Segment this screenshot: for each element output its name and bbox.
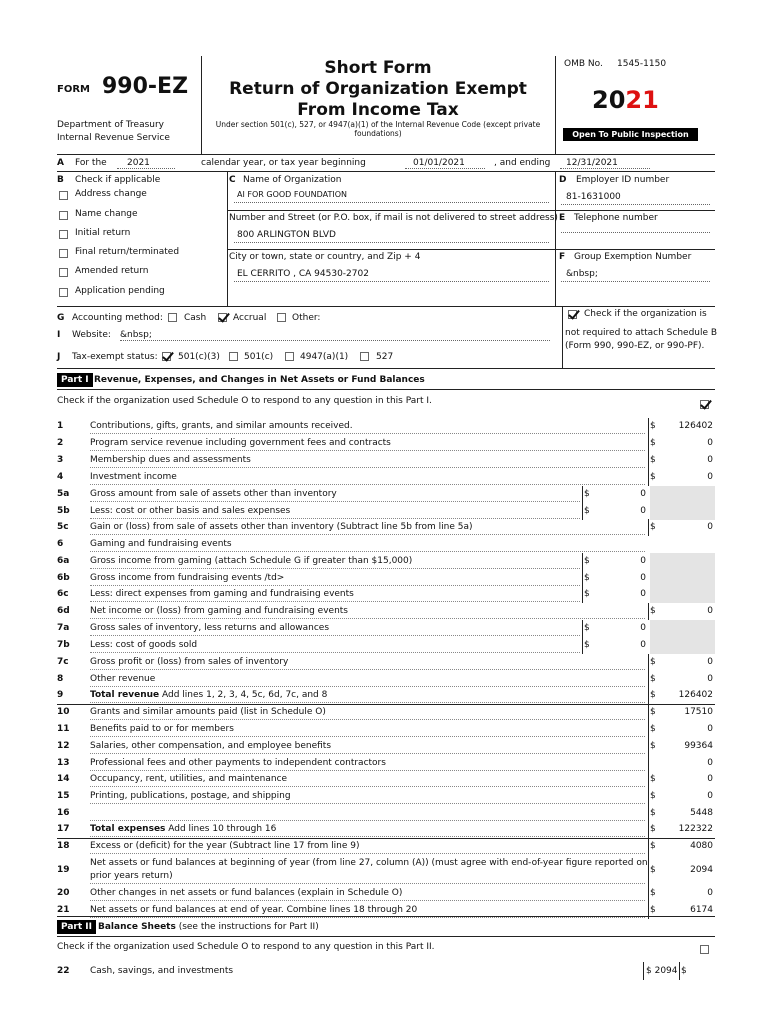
line-amount[interactable]: 0 bbox=[707, 438, 713, 448]
part-1-line-19 bbox=[57, 855, 715, 885]
part-1-line-6c bbox=[57, 586, 715, 603]
part-1-line-9 bbox=[57, 687, 715, 704]
check-b-label-2: Initial return bbox=[75, 228, 131, 238]
line-number: 8 bbox=[57, 674, 64, 684]
line-amount[interactable]: 126402 bbox=[678, 690, 713, 700]
tax-year bbox=[592, 86, 659, 114]
line-number: 5a bbox=[57, 489, 70, 499]
status-501c3-checkbox[interactable] bbox=[162, 352, 171, 361]
tax-year-prefix: 20 bbox=[592, 86, 626, 114]
line-number: 6d bbox=[57, 606, 70, 616]
line-description: Program service revenue including government fees and contracts bbox=[90, 438, 391, 448]
line-number: 3 bbox=[57, 455, 64, 465]
line-number: 4 bbox=[57, 472, 64, 482]
dollar-sign: $ bbox=[650, 657, 656, 667]
sub-dollar-sign: $ bbox=[584, 589, 590, 599]
part-1-line-20 bbox=[57, 885, 715, 902]
dollar-sign: $ bbox=[650, 455, 656, 465]
line-description: Benefits paid to or for members bbox=[90, 724, 234, 734]
line-b-title: Check if applicable bbox=[75, 175, 161, 185]
department-name: Department of Treasury bbox=[57, 120, 165, 130]
part-1-title: Revenue, Expenses, and Changes in Net Assets or Fund Balances bbox=[94, 375, 425, 385]
line-22-number: 22 bbox=[57, 966, 70, 976]
line-description: Excess or (deficit) for the year (Subtract line 17 from line 9) bbox=[90, 841, 360, 851]
part-1-line-7c bbox=[57, 654, 715, 671]
tax-year-end-field[interactable]: 12/31/2021 bbox=[560, 158, 650, 169]
schedule-b-text-1: Check if the organization is bbox=[584, 309, 707, 319]
part-1-line-15 bbox=[57, 788, 715, 805]
sub-dollar-sign: $ bbox=[584, 556, 590, 566]
part-1-line-2 bbox=[57, 435, 715, 452]
shaded-cell bbox=[650, 637, 715, 654]
line-number: 5b bbox=[57, 506, 70, 516]
schedule-b-text-2: not required to attach Schedule B bbox=[565, 328, 718, 338]
website-field[interactable]: &nbsp; bbox=[120, 330, 550, 341]
line-j-letter: J bbox=[57, 352, 61, 362]
line-number: 6c bbox=[57, 589, 69, 599]
org-name-label: Name of Organization bbox=[243, 175, 342, 185]
line-description: Less: cost or other basis and sales expenses bbox=[90, 506, 291, 516]
line-description: Net assets or fund balances at end of year. Combine lines 18 through 20 bbox=[90, 905, 418, 915]
line-amount[interactable]: 0 bbox=[707, 724, 713, 734]
line-a-letter: A bbox=[57, 158, 64, 168]
part-1-line-16 bbox=[57, 805, 715, 822]
line-e-letter: E bbox=[559, 213, 566, 223]
line-description: Net income or (loss) from gaming and fundraising events bbox=[90, 606, 348, 616]
accrual-checkbox[interactable] bbox=[218, 313, 227, 322]
dollar-sign: $ bbox=[650, 841, 656, 851]
line-number: 1 bbox=[57, 421, 64, 431]
line-c-letter: C bbox=[229, 175, 236, 185]
check-b-checkbox-3[interactable] bbox=[59, 249, 68, 258]
line-amount[interactable]: 126402 bbox=[678, 421, 713, 431]
dollar-sign: $ bbox=[650, 421, 656, 431]
part-2-tag: Part II bbox=[57, 920, 96, 934]
line-amount[interactable]: 0 bbox=[707, 522, 713, 532]
part-1-line-5b bbox=[57, 503, 715, 520]
line-number: 5c bbox=[57, 522, 69, 532]
website-label: Website: bbox=[72, 330, 111, 340]
line-number: 10 bbox=[57, 707, 70, 717]
line-amount[interactable]: 122322 bbox=[678, 824, 713, 834]
line-22-beginning-amount: $ 2094 bbox=[646, 966, 678, 976]
line-description: Less: direct expenses from gaming and fundraising events bbox=[90, 589, 354, 599]
line-description: Gross amount from sale of assets other than inventory bbox=[90, 489, 337, 499]
form-title-line1: Short Form bbox=[324, 58, 432, 78]
line-amount[interactable]: 17510 bbox=[684, 707, 713, 717]
part-2-title-bold: Balance Sheets bbox=[98, 922, 176, 932]
schedule-b-text-3: (Form 990, 990-EZ, or 990-PF). bbox=[565, 341, 705, 351]
line-description: Investment income bbox=[90, 472, 177, 482]
line-description-cont: prior years return) bbox=[90, 871, 173, 881]
dollar-sign: $ bbox=[650, 824, 656, 834]
part-1-line-11 bbox=[57, 721, 715, 738]
line-number: 11 bbox=[57, 724, 70, 734]
org-name-field[interactable]: AI FOR GOOD FOUNDATION bbox=[234, 190, 549, 203]
line-g-letter: G bbox=[57, 313, 65, 323]
part-1-tag: Part I bbox=[57, 373, 93, 387]
dollar-sign: $ bbox=[650, 690, 656, 700]
line-description: Less: cost of goods sold bbox=[90, 640, 198, 650]
line-description-bold: Total expenses bbox=[90, 824, 166, 834]
group-exemption-field[interactable]: &nbsp; bbox=[561, 269, 710, 282]
line-description-rest: Add lines 10 through 16 bbox=[165, 824, 277, 834]
line-amount[interactable]: 5448 bbox=[690, 808, 713, 818]
line-number: 16 bbox=[57, 808, 70, 818]
check-b-label-3: Final return/terminated bbox=[75, 247, 180, 257]
line-number: 6 bbox=[57, 539, 64, 549]
check-b-checkbox-1[interactable] bbox=[59, 211, 68, 220]
line-amount[interactable]: 0 bbox=[707, 657, 713, 667]
line-number: 9 bbox=[57, 690, 64, 700]
accrual-label: Accrual bbox=[233, 313, 267, 323]
status-527-label: 527 bbox=[376, 352, 394, 362]
line-description: Printing, publications, postage, and shipping bbox=[90, 791, 291, 801]
part-1-line-6b bbox=[57, 570, 715, 587]
line-description: Gaming and fundraising events bbox=[90, 539, 232, 549]
sub-dollar-sign: $ bbox=[584, 489, 590, 499]
line-description: Net assets or fund balances at beginning of year (from line 27, column (A)) (must agree with end-of-year figure reported on bbox=[90, 858, 648, 868]
sub-amount: 0 bbox=[640, 623, 646, 633]
part-1-line-17 bbox=[57, 821, 715, 838]
shaded-cell bbox=[650, 486, 715, 503]
line-b-letter: B bbox=[57, 175, 64, 185]
dollar-sign: $ bbox=[650, 522, 656, 532]
group-exemption-label: Group Exemption Number bbox=[574, 252, 692, 262]
city-field[interactable]: EL CERRITO , CA 94530-2702 bbox=[234, 269, 549, 282]
part-1-line-6d bbox=[57, 603, 715, 620]
dollar-sign: $ bbox=[650, 808, 656, 818]
line-amount[interactable]: 0 bbox=[707, 455, 713, 465]
line-description: Other changes in net assets or fund balances (explain in Schedule O) bbox=[90, 888, 403, 898]
line-description: Gross sales of inventory, less returns and allowances bbox=[90, 623, 330, 633]
line-description: Gross income from gaming (attach Schedule G if greater than $15,000) bbox=[90, 556, 413, 566]
line-description: Salaries, other compensation, and employee benefits bbox=[90, 741, 332, 751]
part-1-line-18 bbox=[57, 838, 715, 855]
street-field[interactable]: 800 ARLINGTON BLVD bbox=[234, 230, 549, 243]
omb-number: 1545-1150 bbox=[617, 59, 667, 69]
shaded-cell bbox=[650, 553, 715, 570]
part-1-line-12 bbox=[57, 738, 715, 755]
line-22-desc: Cash, savings, and investments bbox=[90, 966, 234, 976]
shaded-cell bbox=[650, 586, 715, 603]
line-description-bold: Total revenue bbox=[90, 690, 160, 700]
line-description: Grants and similar amounts paid (list in Schedule O) bbox=[90, 707, 326, 717]
check-b-label-1: Name change bbox=[75, 209, 138, 219]
schedule-b-checkbox[interactable] bbox=[568, 310, 577, 319]
part-1-line-5a bbox=[57, 486, 715, 503]
shaded-cell bbox=[650, 570, 715, 587]
dollar-sign: $ bbox=[650, 724, 656, 734]
line-amount[interactable]: 99364 bbox=[684, 741, 713, 751]
cash-checkbox[interactable] bbox=[168, 313, 177, 322]
check-b-label-0: Address change bbox=[75, 189, 147, 199]
line-description: Gain or (loss) from sale of assets other than inventory (Subtract line 5b from line 5a) bbox=[90, 522, 473, 532]
dollar-sign: $ bbox=[650, 865, 656, 875]
line-number: 7a bbox=[57, 623, 70, 633]
part-1-schedule-o-text: Check if the organization used Schedule O to respond to any question in this Part I. bbox=[57, 396, 432, 406]
public-inspection-banner: Open To Public Inspection bbox=[563, 128, 698, 141]
line-description: Gross profit or (loss) from sales of inventory bbox=[90, 657, 289, 667]
check-b-checkbox-4[interactable] bbox=[59, 268, 68, 277]
dollar-sign: $ bbox=[650, 741, 656, 751]
line-amount[interactable]: 0 bbox=[707, 758, 713, 768]
line-number: 19 bbox=[57, 865, 70, 875]
line-f-letter: F bbox=[559, 252, 566, 262]
line-amount[interactable]: 6174 bbox=[690, 905, 713, 915]
part-1-line-8 bbox=[57, 671, 715, 688]
ein-label: Employer ID number bbox=[576, 175, 670, 185]
dollar-sign: $ bbox=[650, 472, 656, 482]
line-a-calendar-text: calendar year, or tax year beginning bbox=[201, 158, 366, 168]
line-description bbox=[90, 824, 276, 834]
cash-label: Cash bbox=[184, 313, 207, 323]
status-4947-label: 4947(a)(1) bbox=[300, 352, 349, 362]
ein-field[interactable]: 81-1631000 bbox=[561, 192, 710, 205]
line-description: Other revenue bbox=[90, 674, 156, 684]
part-1-line-14 bbox=[57, 771, 715, 788]
line-i-letter: I bbox=[57, 330, 61, 340]
line-number: 15 bbox=[57, 791, 70, 801]
line-amount[interactable]: 0 bbox=[707, 606, 713, 616]
status-501c-label: 501(c) bbox=[244, 352, 274, 362]
line-number: 2 bbox=[57, 438, 64, 448]
line-description: Occupancy, rent, utilities, and maintenance bbox=[90, 774, 288, 784]
line-amount[interactable]: 0 bbox=[707, 888, 713, 898]
line-number: 20 bbox=[57, 888, 70, 898]
line-number: 14 bbox=[57, 774, 70, 784]
part-1-line-7a bbox=[57, 620, 715, 637]
status-4947-checkbox[interactable] bbox=[285, 352, 294, 361]
form-title-line3: From Income Tax bbox=[297, 100, 459, 120]
line-amount[interactable]: 0 bbox=[707, 774, 713, 784]
line-amount[interactable]: 4080 bbox=[690, 841, 713, 851]
line-number: 13 bbox=[57, 758, 70, 768]
other-method-checkbox[interactable] bbox=[277, 313, 286, 322]
other-method-label: Other: bbox=[292, 313, 321, 323]
part-1-line-10 bbox=[57, 704, 715, 721]
phone-field[interactable] bbox=[561, 221, 710, 233]
form-title-line2: Return of Organization Exempt bbox=[229, 79, 527, 99]
part-1-line-4 bbox=[57, 469, 715, 486]
line-number: 7b bbox=[57, 640, 70, 650]
line-description: Professional fees and other payments to independent contractors bbox=[90, 758, 386, 768]
sub-dollar-sign: $ bbox=[584, 573, 590, 583]
check-b-checkbox-5[interactable] bbox=[59, 288, 68, 297]
sub-amount: 0 bbox=[640, 556, 646, 566]
irs-name: Internal Revenue Service bbox=[57, 133, 170, 143]
form-label: FORM bbox=[57, 84, 90, 95]
line-amount[interactable]: 2094 bbox=[690, 865, 713, 875]
line-a-year-field[interactable]: 2021 bbox=[117, 158, 175, 169]
line-description: Membership dues and assessments bbox=[90, 455, 251, 465]
line-description bbox=[90, 690, 327, 700]
dollar-sign: $ bbox=[650, 438, 656, 448]
line-amount[interactable]: 0 bbox=[707, 674, 713, 684]
shaded-cell bbox=[650, 620, 715, 637]
sub-amount: 0 bbox=[640, 640, 646, 650]
tax-year-begin-field[interactable]: 01/01/2021 bbox=[405, 158, 485, 169]
dollar-sign: $ bbox=[650, 707, 656, 717]
part-1-line-1 bbox=[57, 418, 715, 435]
sub-dollar-sign: $ bbox=[584, 506, 590, 516]
line-a-ending-label: , and ending bbox=[494, 158, 551, 168]
line-number: 17 bbox=[57, 824, 70, 834]
part-1-line-3 bbox=[57, 452, 715, 469]
dollar-sign: $ bbox=[650, 774, 656, 784]
line-number: 6b bbox=[57, 573, 70, 583]
street-label: Number and Street (or P.O. box, if mail is not delivered to street address) bbox=[229, 213, 558, 223]
dollar-sign: $ bbox=[650, 888, 656, 898]
line-d-letter: D bbox=[559, 175, 567, 185]
check-b-label-5: Application pending bbox=[75, 286, 165, 296]
part-1-schedule-o-checkbox[interactable] bbox=[700, 400, 709, 409]
line-description: Contributions, gifts, grants, and similar amounts received. bbox=[90, 421, 353, 431]
status-527-checkbox[interactable] bbox=[360, 352, 369, 361]
line-number: 18 bbox=[57, 841, 70, 851]
status-501c3-label: 501(c)(3) bbox=[178, 352, 220, 362]
check-b-checkbox-2[interactable] bbox=[59, 230, 68, 239]
check-b-label-4: Amended return bbox=[75, 266, 149, 276]
sub-dollar-sign: $ bbox=[584, 640, 590, 650]
dollar-sign: $ bbox=[650, 791, 656, 801]
shaded-cell bbox=[650, 503, 715, 520]
omb-label: OMB No. bbox=[564, 59, 603, 69]
sub-dollar-sign: $ bbox=[584, 623, 590, 633]
part-2-schedule-o-text: Check if the organization used Schedule O to respond to any question in this Part II. bbox=[57, 942, 435, 952]
part-2-title bbox=[98, 922, 319, 932]
form-number: 990-EZ bbox=[102, 74, 189, 99]
sub-amount: 0 bbox=[640, 573, 646, 583]
line-description: Gross income from fundraising events /td> bbox=[90, 573, 285, 583]
tax-year-suffix: 21 bbox=[625, 86, 659, 114]
line-amount[interactable]: 0 bbox=[707, 791, 713, 801]
line-22-end-amount: $ bbox=[681, 966, 687, 976]
status-501c-checkbox[interactable] bbox=[229, 352, 238, 361]
part-2-schedule-o-checkbox[interactable] bbox=[700, 945, 709, 954]
line-number: 7c bbox=[57, 657, 69, 667]
part-1-line-13 bbox=[57, 755, 715, 772]
part-1-line-6a bbox=[57, 553, 715, 570]
dollar-sign: $ bbox=[650, 674, 656, 684]
sub-amount: 0 bbox=[640, 489, 646, 499]
line-number: 21 bbox=[57, 905, 70, 915]
line-number: 6a bbox=[57, 556, 70, 566]
part-1-line-5c bbox=[57, 519, 715, 536]
check-b-checkbox-0[interactable] bbox=[59, 191, 68, 200]
phone-label: Telephone number bbox=[574, 213, 658, 223]
dollar-sign: $ bbox=[650, 606, 656, 616]
line-a-label: For the bbox=[75, 158, 107, 168]
city-label: City or town, state or country, and Zip + 4 bbox=[229, 252, 421, 262]
line-description-rest: Add lines 1, 2, 3, 4, 5c, 6d, 7c, and 8 bbox=[159, 690, 328, 700]
accounting-method-label: Accounting method: bbox=[72, 313, 163, 323]
form-subtitle: Under section 501(c), 527, or 4947(a)(1) of the Internal Revenue Code (except private foundations) bbox=[215, 120, 541, 138]
sub-amount: 0 bbox=[640, 589, 646, 599]
sub-amount: 0 bbox=[640, 506, 646, 516]
tax-exempt-label: Tax-exempt status: bbox=[72, 352, 158, 362]
line-number: 12 bbox=[57, 741, 70, 751]
line-amount[interactable]: 0 bbox=[707, 472, 713, 482]
part-1-line-7b bbox=[57, 637, 715, 654]
dollar-sign: $ bbox=[650, 905, 656, 915]
part-1-line-6 bbox=[57, 536, 715, 553]
part-2-title-rest: (see the instructions for Part II) bbox=[175, 922, 319, 932]
